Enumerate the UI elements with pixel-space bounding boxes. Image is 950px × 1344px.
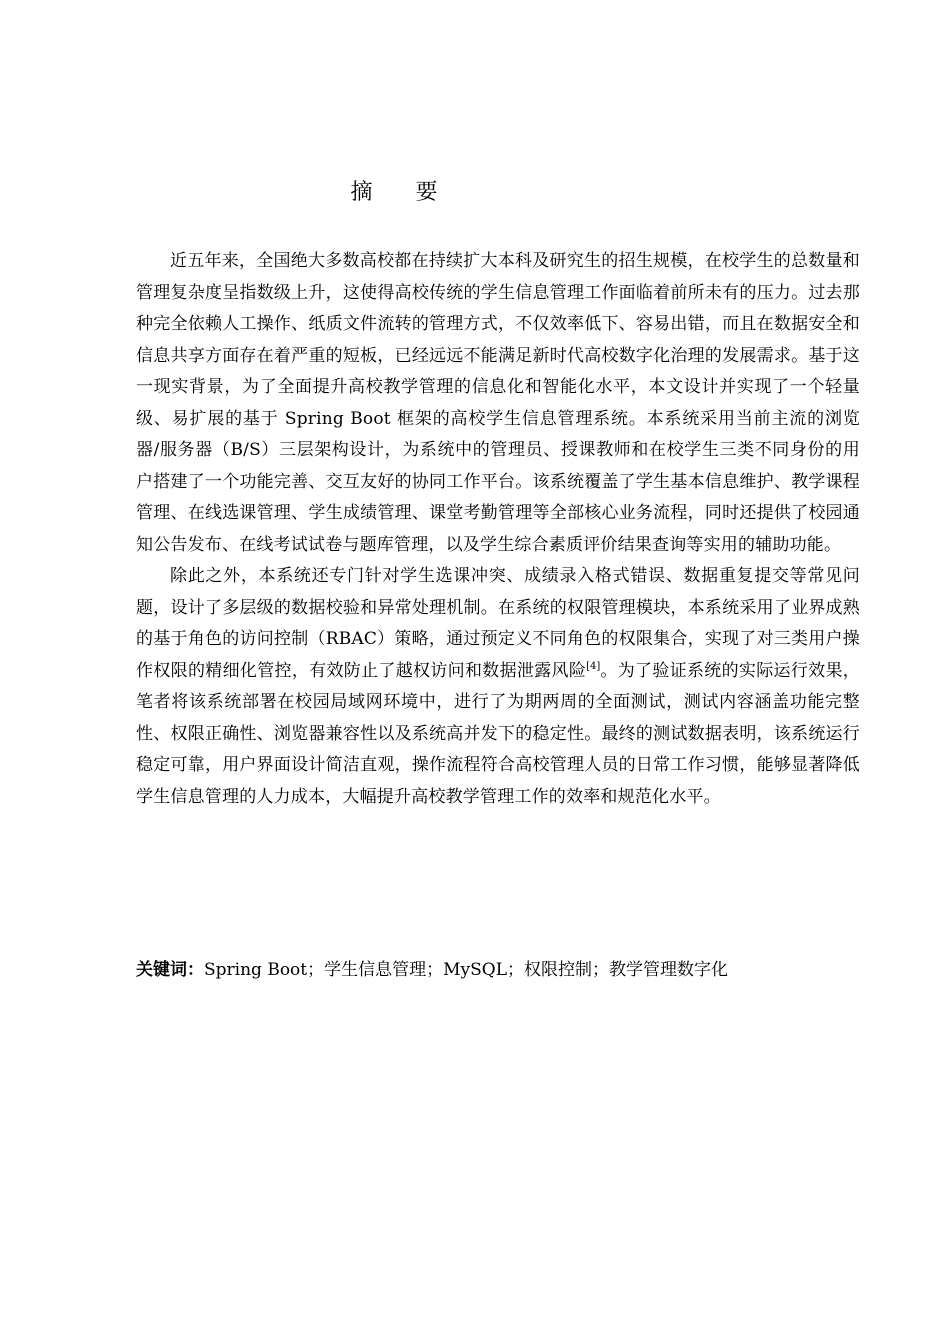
citation-reference[interactable]: [4] xyxy=(586,660,601,672)
keywords-line xyxy=(136,955,860,985)
abstract-body xyxy=(136,246,860,813)
abstract-title: 摘 要 xyxy=(350,180,456,205)
abstract-paragraph-1 xyxy=(136,246,860,561)
paragraph-2-text-after-citation: 。为了验证系统的实际运行效果，笔者将该系统部署在校园局域网环境中，进行了为期两周的全面测试，测试内容涵盖功能完整性、权限正确性、浏览器兼容性以及系统高并发下的稳定性。最终的测试数据表明，该系统运行稳定可靠，用户界面设计简洁直观，操作流程符合高校管理人员的日常工作习惯，能够显著降低学生信息管理的人力成本，大幅提升高校教学管理工作的效率和规范化水平。 xyxy=(136,660,861,807)
keywords-label: 关键词： xyxy=(136,960,204,980)
keywords-text: Spring Boot；学生信息管理；MySQL；权限控制；教学管理数字化 xyxy=(204,960,729,980)
paragraph-1-text: 近五年来，全国绝大多数高校都在持续扩大本科及研究生的招生规模，在校学生的总数量和管理复杂度呈指数级上升，这使得高校传统的学生信息管理工作面临着前所未有的压力。过去那种完全依赖人工操作、纸质文件流转的管理方式，不仅效率低下、容易出错，而且在数据安全和信息共享方面存在着严重的短板，已经远远不能满足新时代高校数字化治理的发展需求。基于这一现实背景，为了全面提升高校教学管理的信息化和智能化水平，本文设计并实现了一个轻量级、易扩展的基于 Spring Boot 框架的高校学生信息管理系统。本系统采用当前主流的浏览器/服务器（B/S）三层架构设计，为系统中的管理员、授课教师和在校学生三类不同身份的用户搭建了一个功能完善、交互友好的协同工作平台。该系统覆盖了学生基本信息维护、教学课程管理、在线选课管理、学生成绩管理、课堂考勤管理等全部核心业务流程，同时还提供了校园通知公告发布、在线考试试卷与题库管理，以及学生综合素质评价结果查询等实用的辅助功能。 xyxy=(136,251,860,555)
paragraph-2-text-before-citation: 除此之外，本系统还专门针对学生选课冲突、成绩录入格式错误、数据重复提交等常见问题，设计了多层级的数据校验和异常处理机制。在系统的权限管理模块，本系统采用了业界成熟的基于角色的访问控制（RBAC）策略，通过预定义不同角色的权限集合，实现了对三类用户操作权限的精细化管控，有效防止了越权访问和数据泄露风险 xyxy=(136,566,860,681)
abstract-paragraph-2 xyxy=(136,561,860,813)
